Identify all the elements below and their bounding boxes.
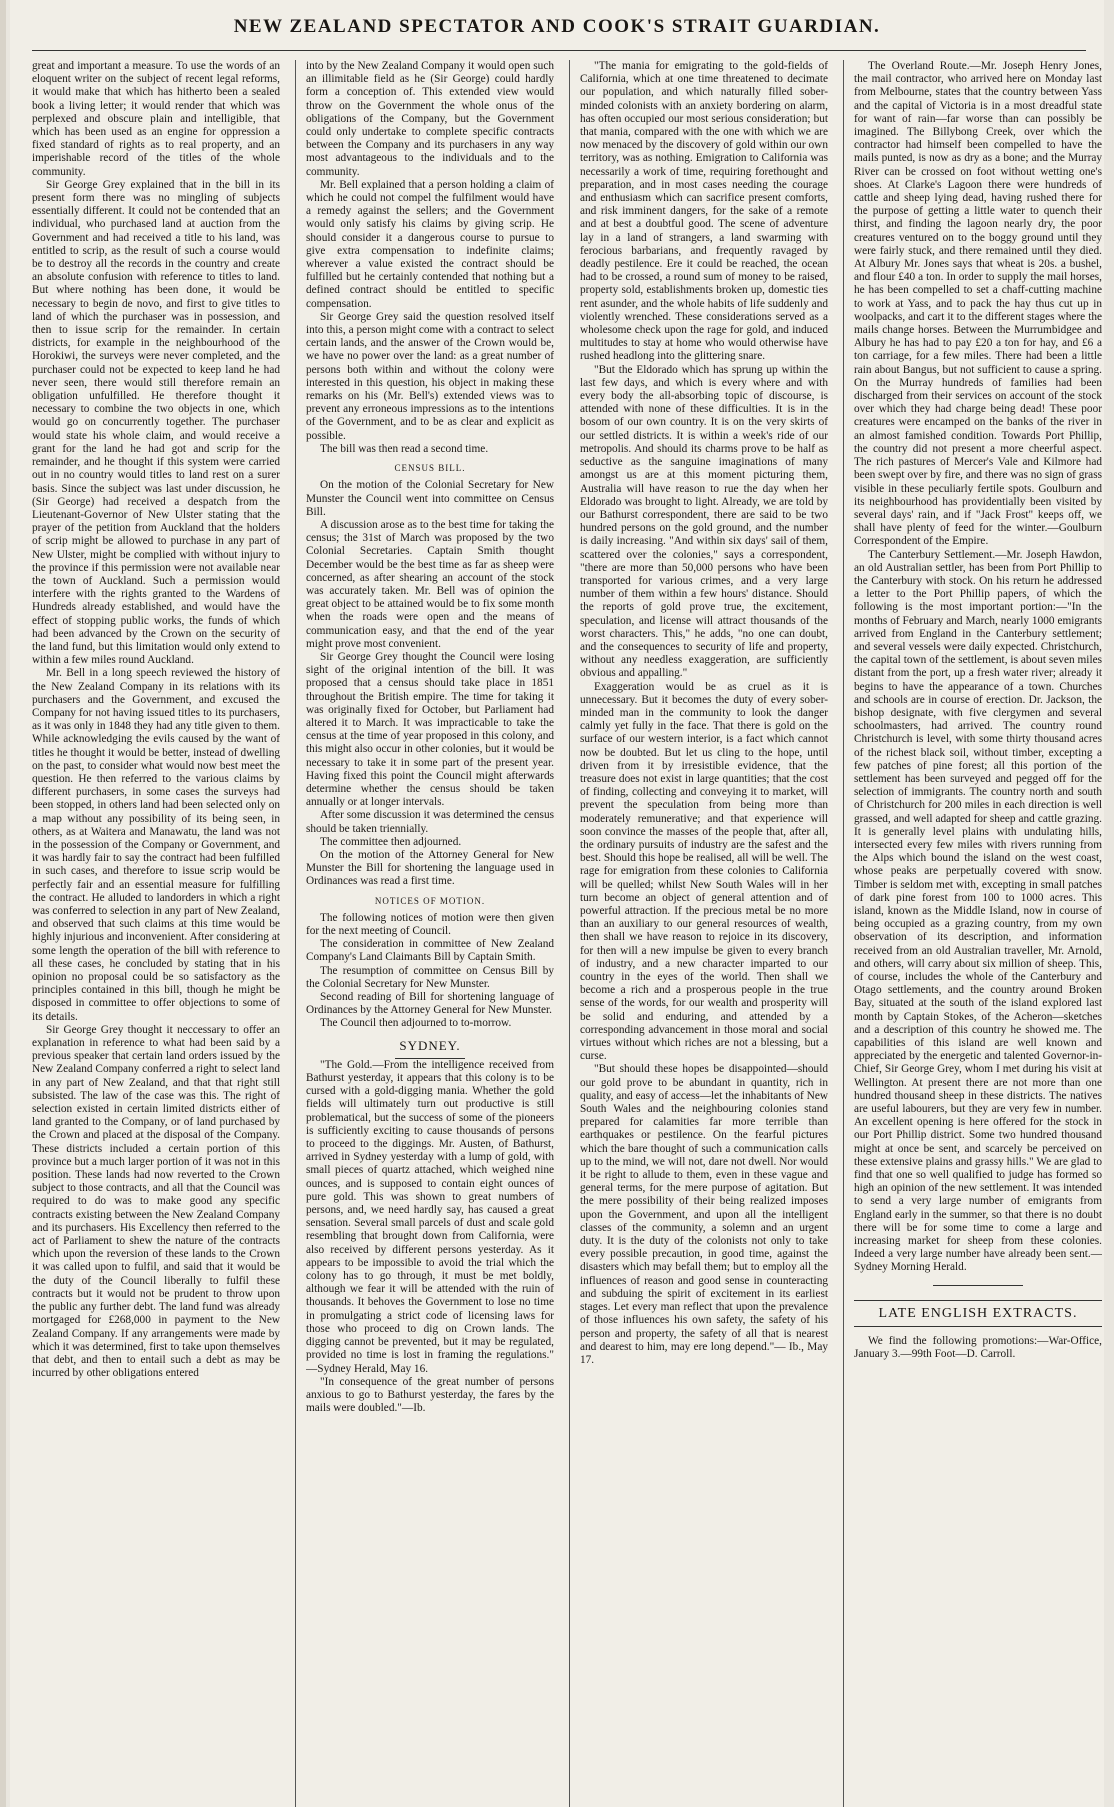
paragraph: Mr. Bell explained that a person holding a claim of which he could not compel the fulfilment would have a remedy against the sellers; and the Government would only satisfy his claims by giving scrip. He should consider it a dangerous course to pursue to give extra compensation to indefinite claims; wherever a value existed the contract should be fulfilled but he certainly contended that nothing but a defined contract should be entitled to specific compensation. [306,178,554,310]
section-rule [933,1285,1023,1286]
paragraph: "In consequence of the great number of persons anxious to go to Bathurst yesterday, the fares by the mails were doubled."—Ib. [306,1375,554,1415]
column-divider [843,60,844,1807]
census-bill-heading: CENSUS BILL. [394,463,466,474]
paragraph: "The mania for emigrating to the gold-fields of California, which at one time threatened to decimate our population, and which naturally filled sober-minded colonists with an anxiety bordering on alarm, has often occupied our most serious consideration; but that mania, compared with the one with which we are now menaced by the discovery of gold within our own territory, was as nothing. Emigration to California was necessarily a work of time, requiring forethought and preparation, and in most cases needing the courage and enthusiasm which can sacrifice present comforts, and risk imminent dangers, for the sake of a remote and at best a doubtful good. The scene of adventure lay in a land of strangers, a land swarming with ferocious barbarians, and frequently ravaged by deadly pestilence. Ere it could be reached, the ocean had to be crossed, a round sum of money to be raised, property sold, establishments broken up, domestic ties rent asunder, and the whole habits of life suddenly and violently wrenched. These considerations served as a wholesome check upon the rage for gold, and induced multitudes to stay at home who would otherwise have rushed headlong into the glittering snare. [580,60,828,363]
column-2 [306,60,554,1807]
paragraph: The Council then adjourned to to-morrow. [320,1017,512,1030]
paragraph: "But should these hopes be disappointed—should our gold prove to be abundant in quantity, rich in quality, and easy of access—let the inhabitants of New South Wales and the neighbouring colonies stand prepared for calamities far more terrible than earthquakes or pestilence. On the fearful pictures which the bare thought of such a communication calls up to the mind, we will not, dare not dwell. Nor would it be right to allude to them, even in these vague and general terms, for the mere purpose of agitation. But the mere possibility of their being realized imposes upon the Government, and upon all the intelligent classes of the community, a solemn and an urgent duty. It is the duty of the colonists not only to take every possible precaution, in good time, against the disasters which may befall them; but to employ all the influences of reason and good sense in counteracting and subduing the spirit of excitement in its earliest stages. Let every man reflect that upon the prevalence of those influences his own safety, the safety of his person and property, the safety of all that is nearest and dearest to him, may ere long depend."— Ib., May 17. [580,1063,828,1366]
paragraph: After some discussion it was determined the census should be taken triennially. [306,809,554,835]
paragraph: Sir George Grey said the question resolved itself into this, a person might come with a contract to select certain lands, and the answer of the Crown would be, we have no power over the land: as a great number of persons both within and without the colony were interested in this question, his object in making these remarks on his (Mr. Bell's) extended views was to prevent any erroneous impressions as to the intentions of the Government, and to be as clear and explicit as possible. [306,310,554,442]
late-english-extracts-heading: LATE ENGLISH EXTRACTS. [854,1300,1102,1327]
paragraph: Second reading of Bill for shortening language of Ordinances by the Attorney General for New Munster. [306,991,554,1017]
paragraph: We find the following promotions:—War-Office, January 3.—99th Foot—D. Carroll. [854,1334,1102,1361]
paragraph: The Canterbury Settlement.—Mr. Joseph Hawdon, an old Australian settler, has been from Port Phillip to the Canterbury with stock. On his return he addressed a letter to the Port Phillip papers, of which the following is the most important portion:—"In the months of February and March, nearly 1000 emigrants arrived from England in the Canterbury settlement; and several vessels were daily expected. Christchurch, the capital town of the settlement, is about seven miles distant from the port, up a fresh water river; already it begins to have the appearance of a town. Churches and schools are in course of erection. Dr. Jackson, the bishop designate, with five clergymen and several schoolmasters, had arrived. The country round Christchurch is level, with some thirty thousand acres of the richest black soil, without timber, excepting a few patches of pine forest; all this portion of the settlement has been surveyed and pegged off for the selection of immigrants. The country north and south of Christchurch for 200 miles in each direction is well grassed, and well adapted for sheep and cattle grazing. It is generally level plains with undulating hills, intersected every few miles with rivers running from the Alps which bound the island on the west coast, whose peaks are perpetually covered with snow. Timber is seldom met with, excepting in small patches of dark pine forest from 100 to 1000 acres. This island, known as the Middle Island, now in course of being occupied as a grazing country, from my own observation of its description, and information received from an old Australian traveller, Mr. Arnold, and others, will carry about six million of sheep. This, of course, includes the whole of the Canterbury and Otago settlements, and the country around Broken Bay, situated at the south of the island explored last month by Captain Stokes, of the Acheron—sketches and a description of this country he showed me. The capabilities of this island are well known and appreciated by the energetic and talented Governor-in-Chief, Sir George Grey, whom I met during his visit at Wellington. At present there are not more than one hundred thousand sheep in these districts. The natives are useful labourers, but they are very few in number. An excellent opening is here offered for the stock in our Port Phillip district. Some two hundred thousand might at once be sent, and scarcely be perceived on these extensive plains and grassy hills." We are glad to find that one so well qualified to judge has formed so high an opinion of the new settlement. It was intended to send a very large number of emigrants from England early in the summer, so that there is no doubt there will be for some time to come a large and increasing market for sheep from these colonies. Indeed a very large number have already been sent.—Sydney Morning Herald. [854,548,1102,1274]
masthead: NEW ZEALAND SPECTATOR AND COOK'S STRAIT GUARDIAN. [233,16,881,37]
paragraph: The consideration in committee of New Zealand Company's Land Claimants Bill by Captain Smith. [306,938,554,964]
column-1 [32,60,280,1807]
paragraph: The bill was then read a second time. [320,442,489,455]
paragraph: The Overland Route.—Mr. Joseph Henry Jones, the mail contractor, who arrived here on Monday last from Melbourne, states that the country between Yass and the capital of Victoria is in a most dreadful state for want of rain—far worse than can possibly be imagined. The Billybong Creek, over which the contractor had himself been compelled to have the mails punted, is now as dry as a bone; and the Murray River can be crossed on foot without wetting one's shoes. At Clarke's Lagoon there were hundreds of cattle and sheep lying dead, having rushed there for the purpose of getting a little water to quench their thirst, and finding the lagoon nearly dry, the poor creatures ventured on to the boggy ground until they were fairly stuck, and there remained until they died. At Albury Mr. Jones says that wheat is 20s. a bushel, and flour £40 a ton. In order to supply the mail horses, he has been compelled to set a chaff-cutting machine to work at Yass, and to pack the hay thus cut up in woolpacks, and cart it to the different stages where the mails change horses. Between the Murrumbidgee and Albury he has had to pay £20 a ton for hay, and £6 a ton carriage, for a few miles. There had been a little rain about Bangus, but not sufficient to cause a spring. On the Murray hundreds of families had been discharged from their services on account of the stock over which they had charge being dead! These poor creatures were encamped on the banks of the river in an almost famished condition. Towards Port Phillip, the country did not present a more cheerful aspect. The rich pastures of Mercer's Vale and Kilmore had been swept over by fire, and there was no sign of grass visible in these peculiarly fertile spots. Goulburn and its neighbourhood has providentially been visited by several days' rain, and if "Jack Frost" keeps off, we shall have plenty of feed for the winter.—Goulburn Correspondent of the Empire. [854,60,1102,548]
paragraph: Exaggeration would be as cruel as it is unnecessary. But it becomes the duty of every sober-minded man in the community to look the danger calmly yet fully in the face. That there is gold on the surface of our western interior, is a fact which cannot now be doubted. But let us cling to the hope, until driven from it by irresistible evidence, that the treasure does not exist in large quantities; that the cost of finding, collecting and conveying it to market, will prevent the speculation from being more than moderately remunerative; and that experience will soon convince the masses of the people that, after all, the ordinary pursuits of industry are the safest and the best. Should this hope be realised, all will be well. The rage for emigration from these colonies to California will be quelled; whilst New South Wales will in her turn become an object of general attention and of powerful attraction. If the precious metal be no more than an auxiliary to our general resources of wealth, then shall we have reason to rejoice in its discovery, for then will a new impulse be given to every branch of industry, and a new character imparted to our country in the eyes of the world. Then shall we become a rich and a prosperous people in the true sense of the words, for our wealth and prosperity will be solid and enduring, and attended by a corresponding advancement in those moral and social virtues without which riches are not a blessing, but a curse. [580,680,828,1063]
paragraph: A discussion arose as to the best time for taking the census; the 31st of March was proposed by the two Colonial Secretaries. Captain Smith thought December would be the best time as far as sheep were concerned, as after shearing an account of the stock was accurately taken. Mr. Bell was of opinion the great object to be attained would be to fix some month when the roads were open and the means of communication easy, and that the end of the year might prove most convenient. [306,518,554,650]
column-3 [580,60,828,1807]
paragraph: On the motion of the Attorney General for New Munster the Bill for shortening the language used in Ordinances was read a first time. [306,848,554,888]
columns [26,60,1102,1807]
newspaper-page [10,0,1104,1807]
paragraph: Sir George Grey thought the Council were losing sight of the original intention of the bill. It was proposed that a census should take place in 1851 throughout the British empire. The time for taking it was originally fixed for October, but Parliament had altered it to March. It was impracticable to take the census at the time of year proposed in this colony, and this might also occur in other colonies, but it would be necessary to take it in some part of the present year. Having fixed this point the Council might afterwards determine whether the census should be taken annually or at longer intervals. [306,650,554,809]
paragraph: "The Gold.—From the intelligence received from Bathurst yesterday, it appears that this colony is to be cursed with a gold-digging mania. Whether the gold fields will ultimately turn out productive is still problematical, but the success of some of the pioneers is sufficiently exciting to cause thousands of persons to proceed to the diggings. Mr. Austen, of Bathurst, arrived in Sydney yesterday with a lump of gold, with small pieces of quartz attached, which weighed nine ounces, and is supposed to contain eight ounces of pure gold. This was shown to great numbers of persons, and, we need hardly say, has caused a great sensation. Several small parcels of dust and scale gold resembling that brought down from California, were also received by different persons yesterday. As it appears to be impossible to avoid the trial which the colony has to go through, it must be met boldly, although we fear it will be attended with the ruin of thousands. It behoves the Government to lose no time in promulgating a strict code of licensing laws for those who proceed to dig on Crown lands. The digging cannot be prevented, but it may be regulated, provided no time is lost in framing the regulations." —Sydney Herald, May 16. [306,1058,554,1375]
paragraph: great and important a measure. To use the words of an eloquent writer on the subject of recent legal reforms, it would make that which has hitherto been a sealed book a living letter; it would render that which was perplexed and obscure plain and intelligible, that which has been used as an engine for oppression a fixed standard of rights as to real property, and an imperishable record of the titles of the whole community. [32,60,280,178]
paragraph: On the motion of the Colonial Secretary for New Munster the Council went into committee on Census Bill. [306,479,554,518]
paragraph: into by the New Zealand Company it would open such an illimitable field as he (Sir George) could hardly form a conception of. This extended view would throw on the Government the whole onus of the obligations of the Company, but the Government could only undertake to complete specific contracts between the Company and its purchasers in any way most advantageous to the individuals and to the community. [306,60,554,178]
column-divider [295,60,296,1807]
page-edge [0,0,6,1807]
paragraph: The committee then adjourned. [320,835,462,848]
masthead-rule [32,50,1086,51]
paragraph: The following notices of motion were then given for the next meeting of Council. [306,911,554,937]
notices-of-motion-heading: NOTICES OF MOTION. [374,895,486,906]
paragraph: Mr. Bell in a long speech reviewed the history of the New Zealand Company in its relations with its purchasers and the Government, and excused the Company for not having issued titles to its purchasers, as it was only in 1848 they had any title given to them. While acknowledging the evils caused by the want of titles he thought it would be better, instead of dwelling on the past, to consider what would now best meet the question. He then referred to the various claims by different purchasers, in some cases the surveys had been stopped, in others land had been selected only on a map without any possibility of its being seen, in others, as at Waitera and Manawatu, the land was not in the possession of the Company or Government, and it was hardly fair to say the contract had been fulfilled in such cases, and therefore to issue scrip would be perfectly fair and an essential measure for fulfilling the contract. He alluded to landorders in which a right was conferred to selection in any part of New Zealand, and observed that such claims at this time would be highly injurious and inconvenient. After considering at some length the operation of the bill with reference to all these cases, he concluded by stating that in his opinion no proposal could be so satisfactory as the principles contained in this bill, though he might be disposed in committee to offer objections to some of its details. [32,667,280,1023]
column-divider [569,60,570,1807]
column-4 [854,60,1102,1807]
paragraph: "But the Eldorado which has sprung up within the last few days, and which is every where and with every body the all-absorbing topic of discourse, is attended with none of these difficulties. It is in the bosom of our own country. It is on the very skirts of our settled districts. It is within a week's ride of our metropolis. And should its charms prove to be half as seductive as the sanguine imaginations of many amongst us are at this moment picturing them, Australia will have reason to rue the day when her Eldorado was brought to light. Already, we are told by our Bathurst correspondent, there are said to be two hundred persons on the gold ground, and the number is daily increasing. "And within six days' sail of them, scattered over the colonies," says a correspondent, "there are more than 50,000 persons who have been transported for various crimes, and a very large number of them within a few hours' distance. Should the reports of gold prove true, the excitement, speculation, and license will attract thousands of the worst characters. This," he adds, "no one can doubt, and the consequences to security of life and property, without any needless exaggeration, are sufficiently obvious and appalling." [580,363,828,680]
paragraph: Sir George Grey explained that in the bill in its present form there was no mingling of subjects essentially different. It could not be contended that an individual, who purchased land at auction from the Government and had received a title to his land, was entitled to scrip, as the result of such a course would be to destroy all the records in the country and create an absolute confusion with reference to titles to land. But where nothing has been done, it would be necessary to begin de novo, and first to give titles to land of which the purchaser was in possession, and then to issue scrip for the remainder. In certain districts, for example in the neighbourhood of the Horokiwi, the surveys were never completed, and the purchaser could not be expected to keep land he had never seen, there would still therefore remain an obligation unfulfilled. He therefore thought it necessary to combine the two objects in one, which would go on concurrently together. The purchaser would state his whole claim, and would receive a grant for the land he had got and scrip for the remainder, and he thought if this system were carried out in no country would titles to land rest on a surer basis. Since the subject was last under discussion, he (Sir George) had received a despatch from the Lieutenant-Governor of New Ulster stating that the prayer of the petition from Auckland that the holders of scrip might be allowed to purchase in any part of New Ulster, might be complied with without injury to the province if this permission were not available near the town of Auckland. Such a permission would interfere with the rights granted to the Wardens of Hundreds already established, and would have the effect of stopping public works, the funds of which had been advanced by the Crown on the security of the land fund, but this limitation would only extend to within a few miles round Auckland. [32,178,280,667]
paragraph: Sir George Grey thought it neccessary to offer an explanation in reference to what had been said by a previous speaker that certain land orders issued by the New Zealand Company conferred a right to select land in any part of New Zealand, and that that right still subsisted. The law of the case was this. The right of selection existed in certain limited districts either of land granted to the Company, or of land purchased by the Crown and placed at the disposal of the Company. These districts included a certain portion of this province but a much larger portion of it was not in this position. These lands had now reverted to the Crown subject to those contracts, and all that the Council was required to do was to make good any specific contracts existing between the New Zealand Company and its purchasers. His Excellency then referred to the act of Parliament to shew the nature of the contracts which upon the reversion of these lands to the Crown it was called upon to fulfil, and said that it would be the duty of the Council liberally to fulfil these contracts but it would not be prudent to throw upon the public any further debt. The land fund was already mortgaged for £268,000 in payment to the New Zealand Company. If any arrangements were made by which it was determined, first to take upon themselves that debt, and then to entail such a debt as may be incurred by other obligations entered [32,1023,280,1380]
paragraph: The resumption of committee on Census Bill by the Colonial Secretary for New Munster. [306,964,554,990]
sydney-heading: SYDNEY. [399,1037,461,1053]
